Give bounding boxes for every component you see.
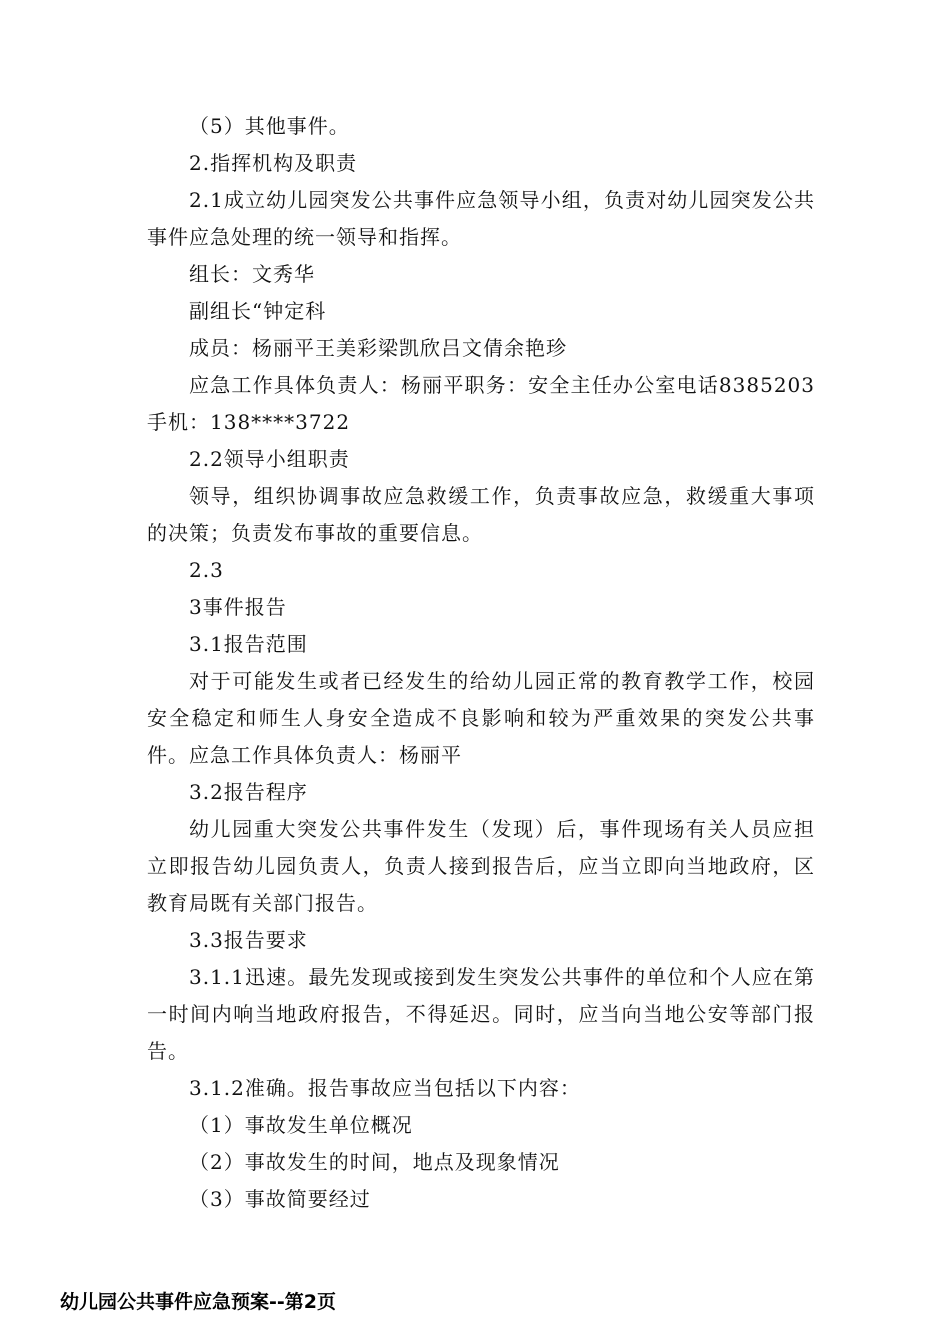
heading-group-duties: 2.2领导小组职责 [189,447,350,471]
paragraph-group-leader: 组长：文秀华 [189,262,315,286]
heading-report-procedure: 3.2报告程序 [189,780,308,804]
paragraph-report-procedure: 幼儿园重大突发公共事件发生（发现）后，事件现场有关人员应担立即报告幼儿园负责人，负责人接到报告后，应当立即向当地政府，区教育局既有关部门报告。 [147,817,815,915]
paragraph-report-accuracy: 3.1.2准确。报告事故应当包括以下内容： [189,1076,581,1100]
paragraph-members: 成员：杨丽平王美彩梁凯欣吕文倩余艳珍 [189,336,567,360]
paragraph-report-scope: 对于可能发生或者已经发生的给幼儿园正常的教育教学工作，校园安全稳定和师生人身安全造成不良影响和较为严重效果的突发公共事件。应急工作具体负责人：杨丽平 [147,669,815,767]
page-footer: 幼儿园公共事件应急预案--第2页 [60,1291,336,1313]
heading-report-requirements: 3.3报告要求 [189,928,308,952]
paragraph-group-duties: 领导，组织协调事故应急救缓工作，负责事故应急，救缓重大事项的决策；负责发布事故的重要信息。 [147,484,815,545]
paragraph-other-events: （5）其他事件。 [189,114,350,138]
paragraph-responsible-person: 应急工作具体负责人：杨丽平职务：安全主任办公室电话8385203 手机：138****3722 [147,373,836,434]
paragraph-report-speed: 3.1.1迅速。最先发现或接到发生突发公共事件的单位和个人应在第一时间内响当地政府报告，不得延迟。同时，应当向当地公安等部门报告。 [147,965,815,1063]
list-item-unit-overview: （1）事故发生单位概况 [189,1113,413,1137]
list-item-brief-process: （3）事故简要经过 [189,1187,371,1211]
heading-command-structure: 2.指挥机构及职责 [189,151,358,175]
heading-event-report: 3事件报告 [189,595,287,619]
list-item-time-location: （2）事故发生的时间，地点及现象情况 [189,1150,560,1174]
heading-report-scope: 3.1报告范围 [189,632,308,656]
heading-2-3: 2.3 [189,558,224,582]
paragraph-deputy-leader: 副组长“钟定科 [189,299,327,323]
paragraph-leadership-group: 2.1成立幼儿园突发公共事件应急领导小组，负责对幼儿园突发公共事件应急处理的统一领导和指挥。 [147,188,815,249]
